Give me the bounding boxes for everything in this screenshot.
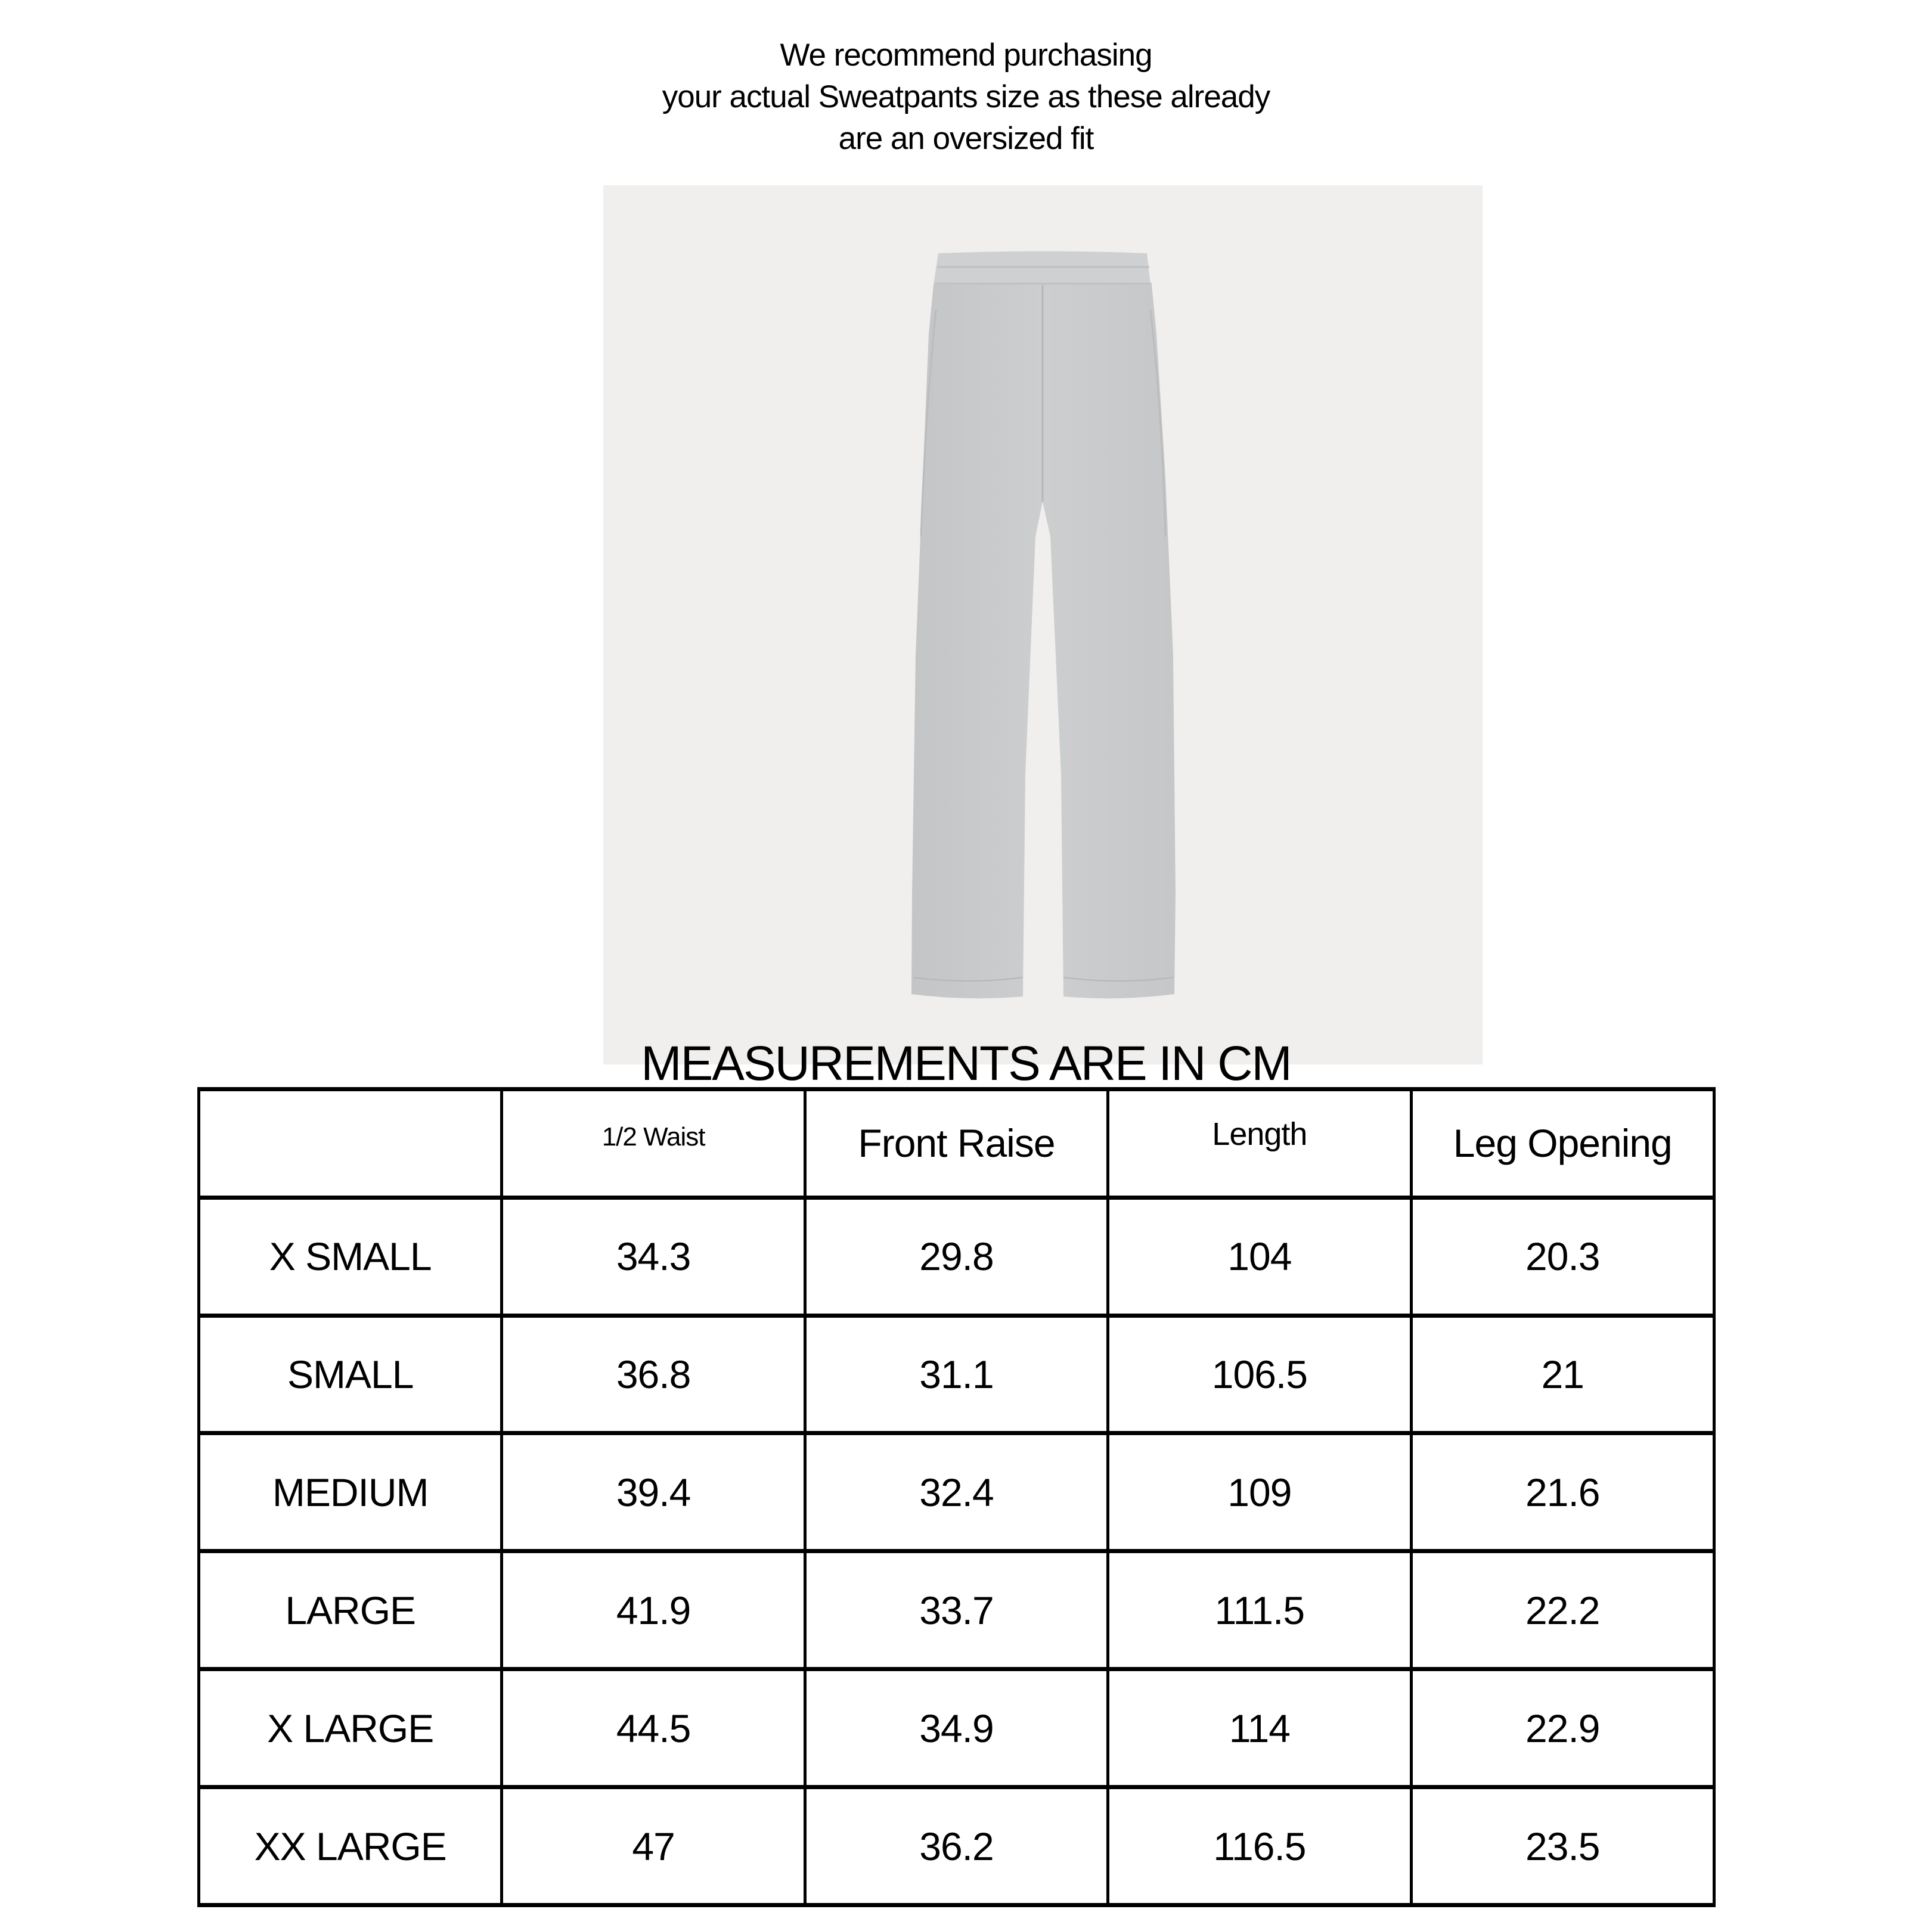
table-row — [199, 1315, 1714, 1433]
product-image — [603, 185, 1483, 1064]
note-line-1: We recommend purchasing — [780, 38, 1152, 73]
front-raise-value: 29.8 — [805, 1197, 1108, 1315]
table-row — [199, 1669, 1714, 1787]
leg-opening-value: 20.3 — [1411, 1197, 1714, 1315]
front-raise-value: 34.9 — [805, 1669, 1108, 1787]
size-label: X SMALL — [199, 1197, 502, 1315]
table-row — [199, 1787, 1714, 1905]
leg-opening-value: 21.6 — [1411, 1433, 1714, 1551]
front-raise-value: 36.2 — [805, 1787, 1108, 1905]
table-row — [199, 1551, 1714, 1669]
length-value: 104 — [1108, 1197, 1411, 1315]
header-leg-opening: Leg Opening — [1411, 1089, 1714, 1198]
header-length: Length — [1108, 1089, 1411, 1198]
length-value: 114 — [1108, 1669, 1411, 1787]
header-half-waist: 1/2 Waist — [502, 1089, 805, 1198]
size-label: MEDIUM — [199, 1433, 502, 1551]
size-label: X LARGE — [199, 1669, 502, 1787]
front-raise-value: 32.4 — [805, 1433, 1108, 1551]
length-value: 109 — [1108, 1433, 1411, 1551]
note-line-3: are an oversized fit — [838, 121, 1094, 156]
leg-opening-value: 22.9 — [1411, 1669, 1714, 1787]
leg-opening-value: 21 — [1411, 1315, 1714, 1433]
length-value: 111.5 — [1108, 1551, 1411, 1669]
size-label: SMALL — [199, 1315, 502, 1433]
header-front-raise: Front Raise — [805, 1089, 1108, 1198]
size-label: LARGE — [199, 1551, 502, 1669]
half-waist-value: 44.5 — [502, 1669, 805, 1787]
front-raise-value: 31.1 — [805, 1315, 1108, 1433]
leg-opening-value: 23.5 — [1411, 1787, 1714, 1905]
half-waist-value: 36.8 — [502, 1315, 805, 1433]
leg-opening-value: 22.2 — [1411, 1551, 1714, 1669]
fit-recommendation-note — [0, 35, 1932, 160]
half-waist-value: 47 — [502, 1787, 805, 1905]
table-row — [199, 1433, 1714, 1551]
note-line-2: your actual Sweatpants size as these already — [662, 79, 1270, 114]
half-waist-value: 41.9 — [502, 1551, 805, 1669]
size-chart-table — [197, 1087, 1716, 1907]
header-size-empty — [199, 1089, 502, 1198]
size-label: XX LARGE — [199, 1787, 502, 1905]
table-header-row — [199, 1089, 1714, 1198]
length-value: 116.5 — [1108, 1787, 1411, 1905]
sweatpants-illustration — [603, 185, 1483, 1064]
half-waist-value: 34.3 — [502, 1197, 805, 1315]
length-value: 106.5 — [1108, 1315, 1411, 1433]
half-waist-value: 39.4 — [502, 1433, 805, 1551]
front-raise-value: 33.7 — [805, 1551, 1108, 1669]
table-row — [199, 1197, 1714, 1315]
units-heading: MEASUREMENTS ARE IN CM — [641, 1036, 1291, 1091]
